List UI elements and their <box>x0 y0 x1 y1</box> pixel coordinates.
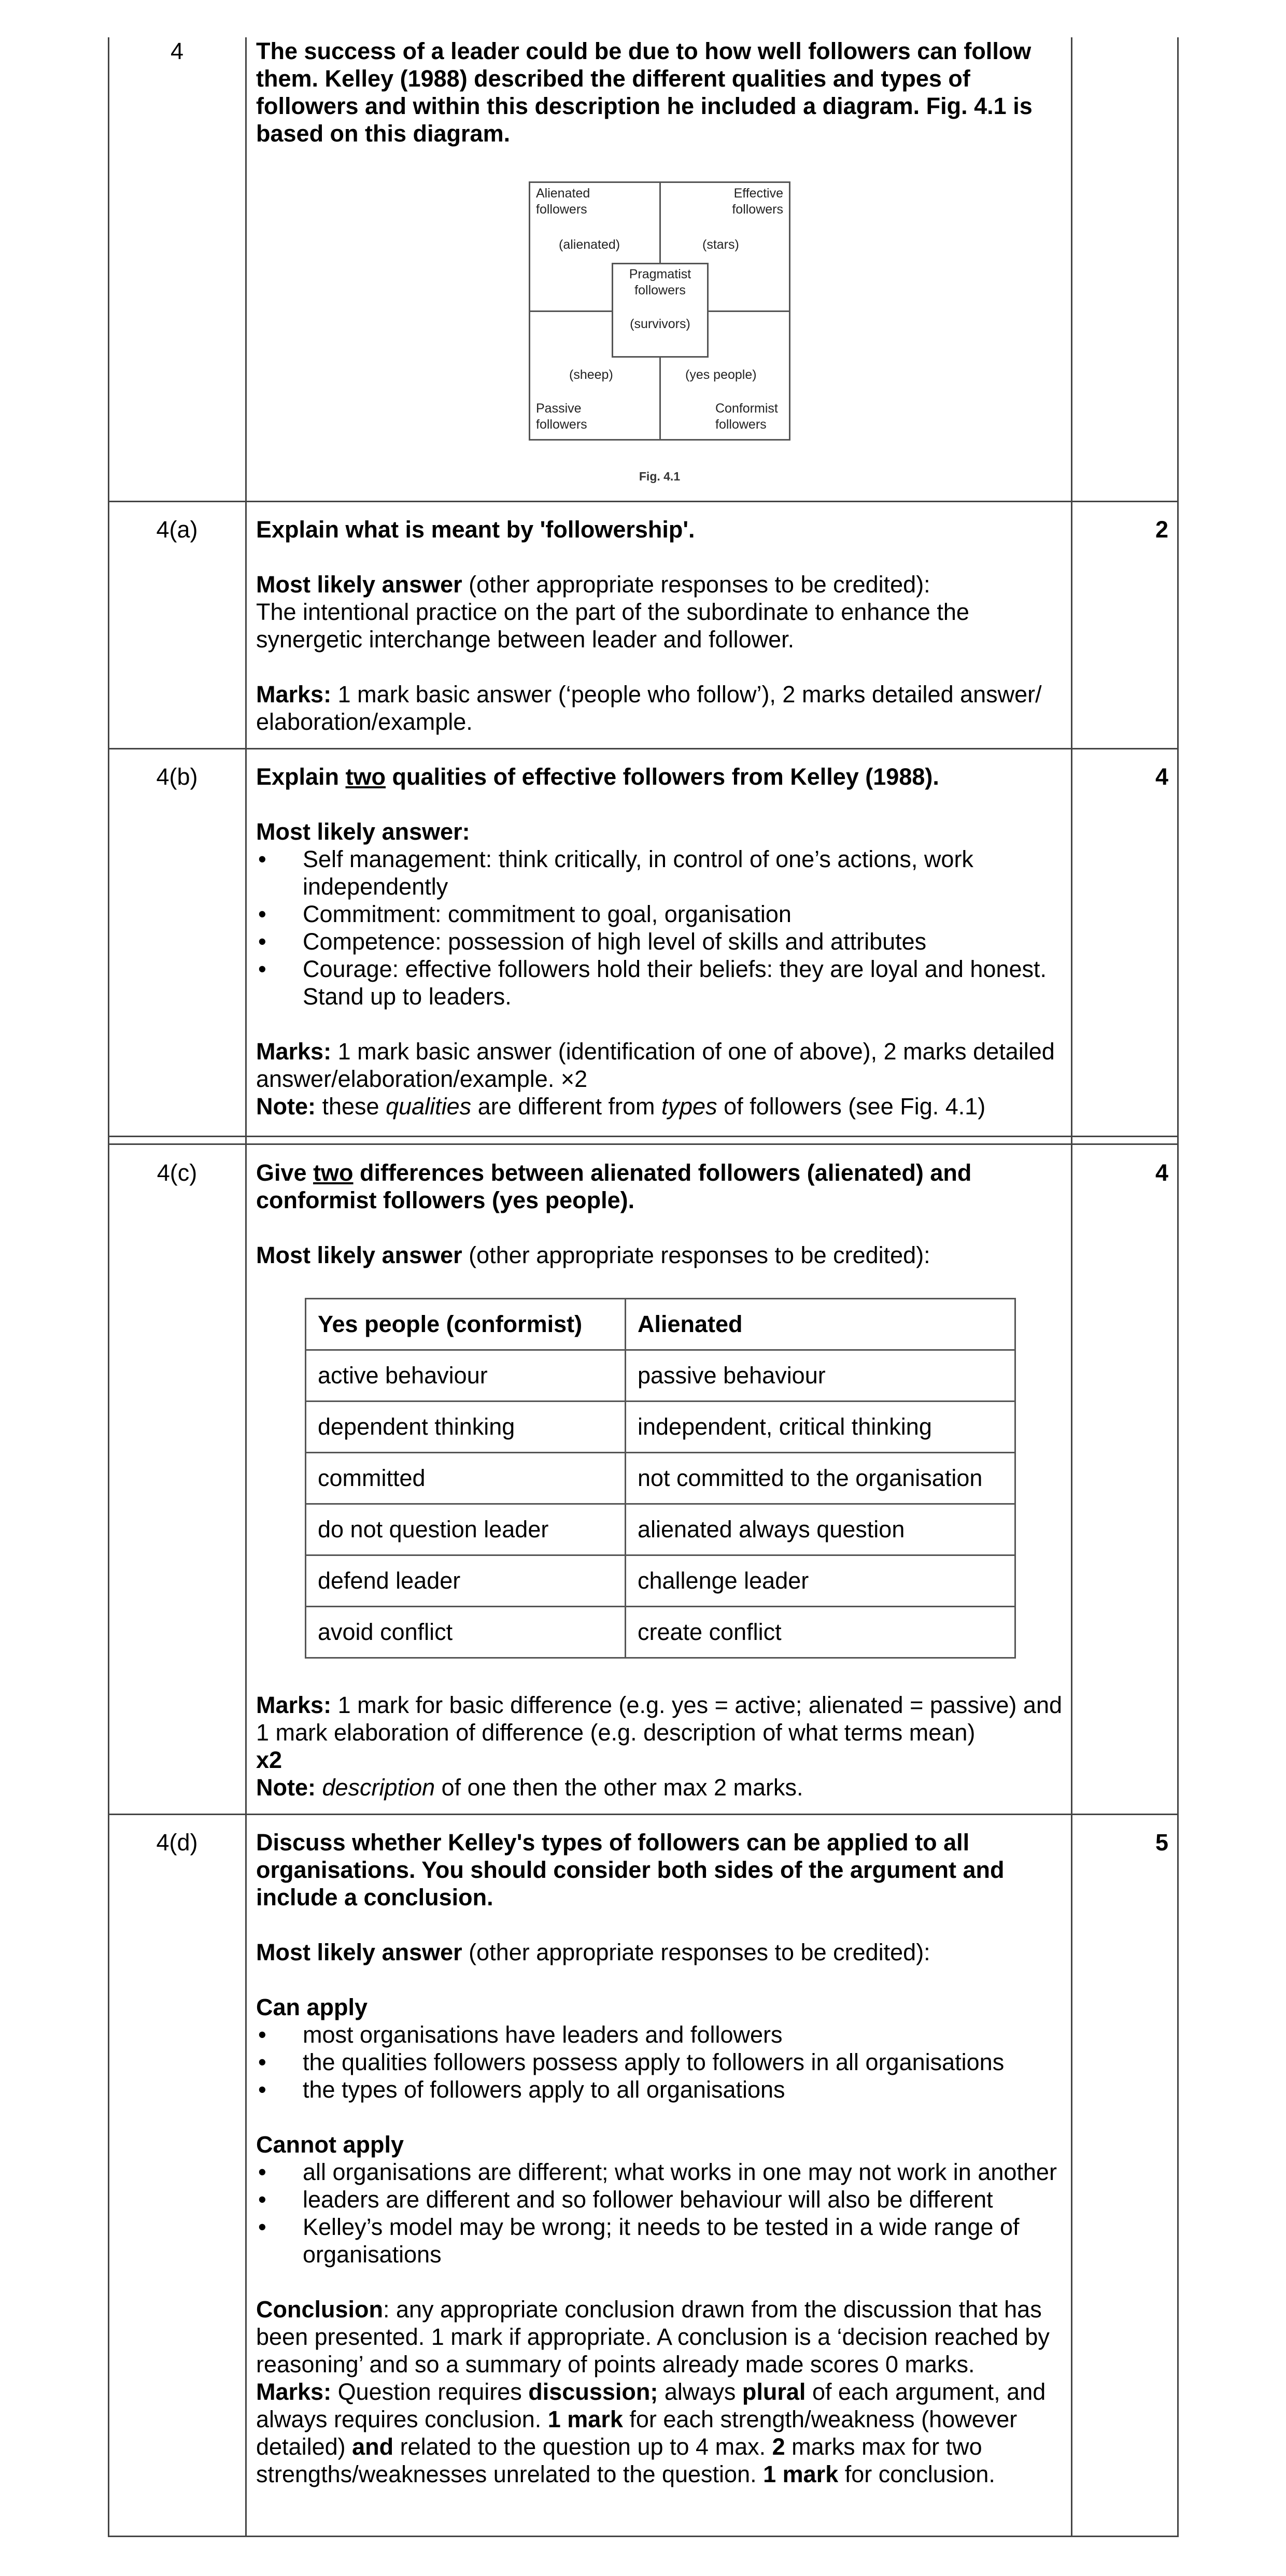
can-apply-list <box>256 2021 1065 2103</box>
marks-guidance-4b <box>256 1038 1065 1093</box>
table-header-row <box>306 1299 1015 1350</box>
times-two: x2 <box>256 1747 282 1773</box>
list-item: • all organisations are different; what works in one may not work in another <box>256 2158 1065 2186</box>
question-4d-text: Discuss whether Kelley's types of followers can be applied to all organisations. You should consider both sides of the argument and include a conclusion. <box>256 1829 1005 1910</box>
question-4c-pre: Give <box>256 1159 314 1186</box>
table-cell: dependent thinking <box>306 1402 626 1453</box>
stars-tag: (stars) <box>702 237 739 252</box>
alienated-tag: (alienated) <box>559 237 620 252</box>
survivors-tag: (survivors) <box>630 317 690 331</box>
question-number-4d: 4(d) <box>156 1829 198 1856</box>
most-likely-answer-4a <box>256 571 1065 598</box>
table-cell: active behaviour <box>306 1350 626 1402</box>
marks-text: 1 mark basic answer (‘people who follow’), 2 marks detailed answer/ elaboration/example. <box>256 681 1042 735</box>
list-item: • the qualities followers possess apply to followers in all organisations <box>256 2048 1065 2076</box>
note-italic: types <box>661 1093 717 1120</box>
row-divider-4-4a <box>108 501 1179 502</box>
conclusion-label: Conclusion <box>256 2296 383 2323</box>
note-text: of one then the other max 2 marks. <box>435 1774 803 1801</box>
marks-guidance-4a <box>256 681 1065 735</box>
note-text: these <box>315 1093 386 1120</box>
passive-followers-label: Passive followers <box>536 401 587 432</box>
marks-bold: 1 mark <box>547 2406 623 2432</box>
marks-4c: 4 <box>1155 1159 1168 1186</box>
list-item: • most organisations have leaders and followers <box>256 2021 1065 2048</box>
note-italic: qualities <box>386 1093 472 1120</box>
question-4c-head <box>256 1159 1065 1269</box>
marks-bold: 1 mark <box>763 2461 839 2487</box>
table-col2-border <box>1071 37 1072 2537</box>
list-item: • Kelley’s model may be wrong; it needs to be tested in a wide range of organisations <box>256 2213 1065 2268</box>
marks-text: always <box>658 2379 742 2405</box>
conclusion-text: : any appropriate conclusion drawn from the discussion that has been presented. 1 mark if appropriate. A conclusion is a ‘decision reached by reasoning’ and so a summary of points already made scores 0 marks. <box>256 2296 1050 2377</box>
question-4-prompt: The success of a leader could be due to how well followers can follow them. Kelley (1988) described the different qualities and types of followers and within this description he included a diagram. Fig. 4.1 is based on this diagram. <box>256 38 1033 147</box>
most-likely-suffix: (other appropriate responses to be credited): <box>462 571 930 598</box>
table-col1-border <box>245 37 247 2537</box>
question-4b-underlined: two <box>345 763 386 790</box>
cannot-apply-heading: Cannot apply <box>256 2131 404 2158</box>
table-cell: independent, critical thinking <box>626 1402 1015 1453</box>
marks-4a: 2 <box>1155 516 1168 543</box>
question-4c-text <box>256 1159 1065 1214</box>
cannot-apply-list <box>256 2158 1065 2268</box>
question-4c-post: differences between alienated followers (alienated) and conformist followers (yes people). <box>256 1159 972 1213</box>
table-cell: not committed to the organisation <box>626 1453 1015 1504</box>
row-divider-4a-4b <box>108 748 1179 749</box>
conformist-followers-label: Conformist followers <box>715 401 778 432</box>
conclusion-guidance <box>256 2296 1065 2378</box>
question-4b-pre: Explain <box>256 763 346 790</box>
most-likely-label: Most likely answer <box>256 1939 462 1965</box>
table-cell: avoid conflict <box>306 1607 626 1658</box>
table-cell: passive behaviour <box>626 1350 1015 1402</box>
table-header: Alienated <box>626 1299 1015 1350</box>
most-likely-label: Most likely answer <box>256 1242 462 1268</box>
marks-label: Marks: <box>256 1692 332 1718</box>
list-item: • Courage: effective followers hold their beliefs: they are loyal and honest. Stand up to leaders. <box>256 955 1065 1010</box>
most-likely-label: Most likely answer <box>256 571 462 598</box>
pragmatist-followers-label: Pragmatist followers <box>629 267 691 298</box>
note-text: are different from <box>471 1093 662 1120</box>
most-likely-answer-4c <box>256 1241 1065 1269</box>
table-cell: defend leader <box>306 1555 626 1607</box>
table-row <box>306 1555 1015 1607</box>
list-item: • Commitment: commitment to goal, organisation <box>256 900 1065 928</box>
note-4c <box>256 1774 1065 1801</box>
marks-text: related to the question up to 4 max. <box>393 2433 772 2460</box>
marks-label: Marks: <box>256 681 332 707</box>
marks-text: Question requires <box>331 2379 529 2405</box>
question-4c-foot <box>256 1691 1065 1801</box>
yes-people-tag: (yes people) <box>685 367 757 382</box>
alienated-followers-label: Alienated followers <box>536 186 590 217</box>
marks-text: for conclusion. <box>838 2461 995 2487</box>
most-likely-answer-4d <box>256 1938 1065 1966</box>
table-bottom-border <box>108 2536 1179 2537</box>
qualities-list <box>256 845 1065 1010</box>
marks-text: marks max for two strengths/weaknesses unrelated to the question. <box>256 2433 982 2487</box>
row-divider-4b-4c-bottom <box>108 1143 1179 1145</box>
effective-followers-label: Effective followers <box>732 186 783 217</box>
marks-4d: 5 <box>1155 1829 1168 1856</box>
row-divider-4c-4d <box>108 1814 1179 1815</box>
row-divider-4b-4c-top <box>108 1136 1179 1137</box>
question-number-4a: 4(a) <box>156 516 198 543</box>
marks-label: Marks: <box>256 1038 332 1065</box>
note-label: Note: <box>256 1093 316 1120</box>
question-number-4: 4 <box>170 38 184 64</box>
marks-bold: plural <box>742 2379 806 2405</box>
question-4a-body <box>256 516 1065 735</box>
question-4a-text: Explain what is meant by 'followership'. <box>256 516 695 543</box>
table-right-border <box>1177 37 1179 2537</box>
most-likely-answer-4b: Most likely answer: <box>256 818 470 845</box>
table-cell: alienated always question <box>626 1504 1015 1555</box>
sheep-tag: (sheep) <box>569 367 613 382</box>
figure-caption: Fig. 4.1 <box>639 470 681 483</box>
can-apply-heading: Can apply <box>256 1994 368 2020</box>
table-left-border <box>108 37 109 2537</box>
question-number-4c: 4(c) <box>157 1159 197 1186</box>
question-4b-body <box>256 763 1065 1120</box>
list-item: • the types of followers apply to all organisations <box>256 2076 1065 2103</box>
marks-text: for each strength/weakness (however detailed) <box>256 2406 1018 2460</box>
marks-bold: 2 <box>772 2433 785 2460</box>
table-row <box>306 1350 1015 1402</box>
table-row <box>306 1453 1015 1504</box>
most-likely-suffix: (other appropriate responses to be credited): <box>462 1242 930 1268</box>
list-item: • Self management: think critically, in control of one’s actions, work independently <box>256 845 1065 900</box>
table-row <box>306 1607 1015 1658</box>
table-cell: committed <box>306 1453 626 1504</box>
note-italic: description <box>322 1774 435 1801</box>
marks-guidance-4d <box>256 2378 1065 2488</box>
marks-guidance-4c <box>256 1691 1065 1746</box>
marks-bold: and <box>352 2433 394 2460</box>
note-4b <box>256 1093 1065 1120</box>
question-4b-text <box>256 763 1065 790</box>
marks-text: 1 mark basic answer (identification of one of above), 2 marks detailed answer/elaboration/example. ×2 <box>256 1038 1055 1092</box>
list-item: • leaders are different and so follower behaviour will also be different <box>256 2186 1065 2213</box>
figure-4-1 <box>529 181 790 441</box>
note-label: Note: <box>256 1774 316 1801</box>
marks-label: Marks: <box>256 2379 332 2405</box>
table-row <box>306 1402 1015 1453</box>
table-cell: challenge leader <box>626 1555 1015 1607</box>
question-4c-underlined: two <box>313 1159 354 1186</box>
answer-4a-text: The intentional practice on the part of the subordinate to enhance the synergetic interchange between leader and follower. <box>256 599 969 653</box>
marks-4b: 4 <box>1155 763 1168 790</box>
marks-text: of each argument, and always requires conclusion. <box>256 2379 1046 2432</box>
table-row <box>306 1504 1015 1555</box>
list-item: • Competence: possession of high level of skills and attributes <box>256 928 1065 955</box>
comparison-table <box>305 1298 1016 1659</box>
table-header: Yes people (conformist) <box>306 1299 626 1350</box>
table-cell: create conflict <box>626 1607 1015 1658</box>
question-number-4b: 4(b) <box>156 763 198 790</box>
note-text: of followers (see Fig. 4.1) <box>717 1093 986 1120</box>
question-4b-post: qualities of effective followers from Kelley (1988). <box>386 763 939 790</box>
most-likely-suffix: (other appropriate responses to be credited): <box>462 1939 930 1965</box>
marks-bold: discussion; <box>528 2379 658 2405</box>
question-4d-body <box>256 1829 1065 2488</box>
table-cell: do not question leader <box>306 1504 626 1555</box>
marks-text: 1 mark for basic difference (e.g. yes = active; alienated = passive) and 1 mark elaboration of difference (e.g. description of what terms mean) <box>256 1692 1062 1746</box>
